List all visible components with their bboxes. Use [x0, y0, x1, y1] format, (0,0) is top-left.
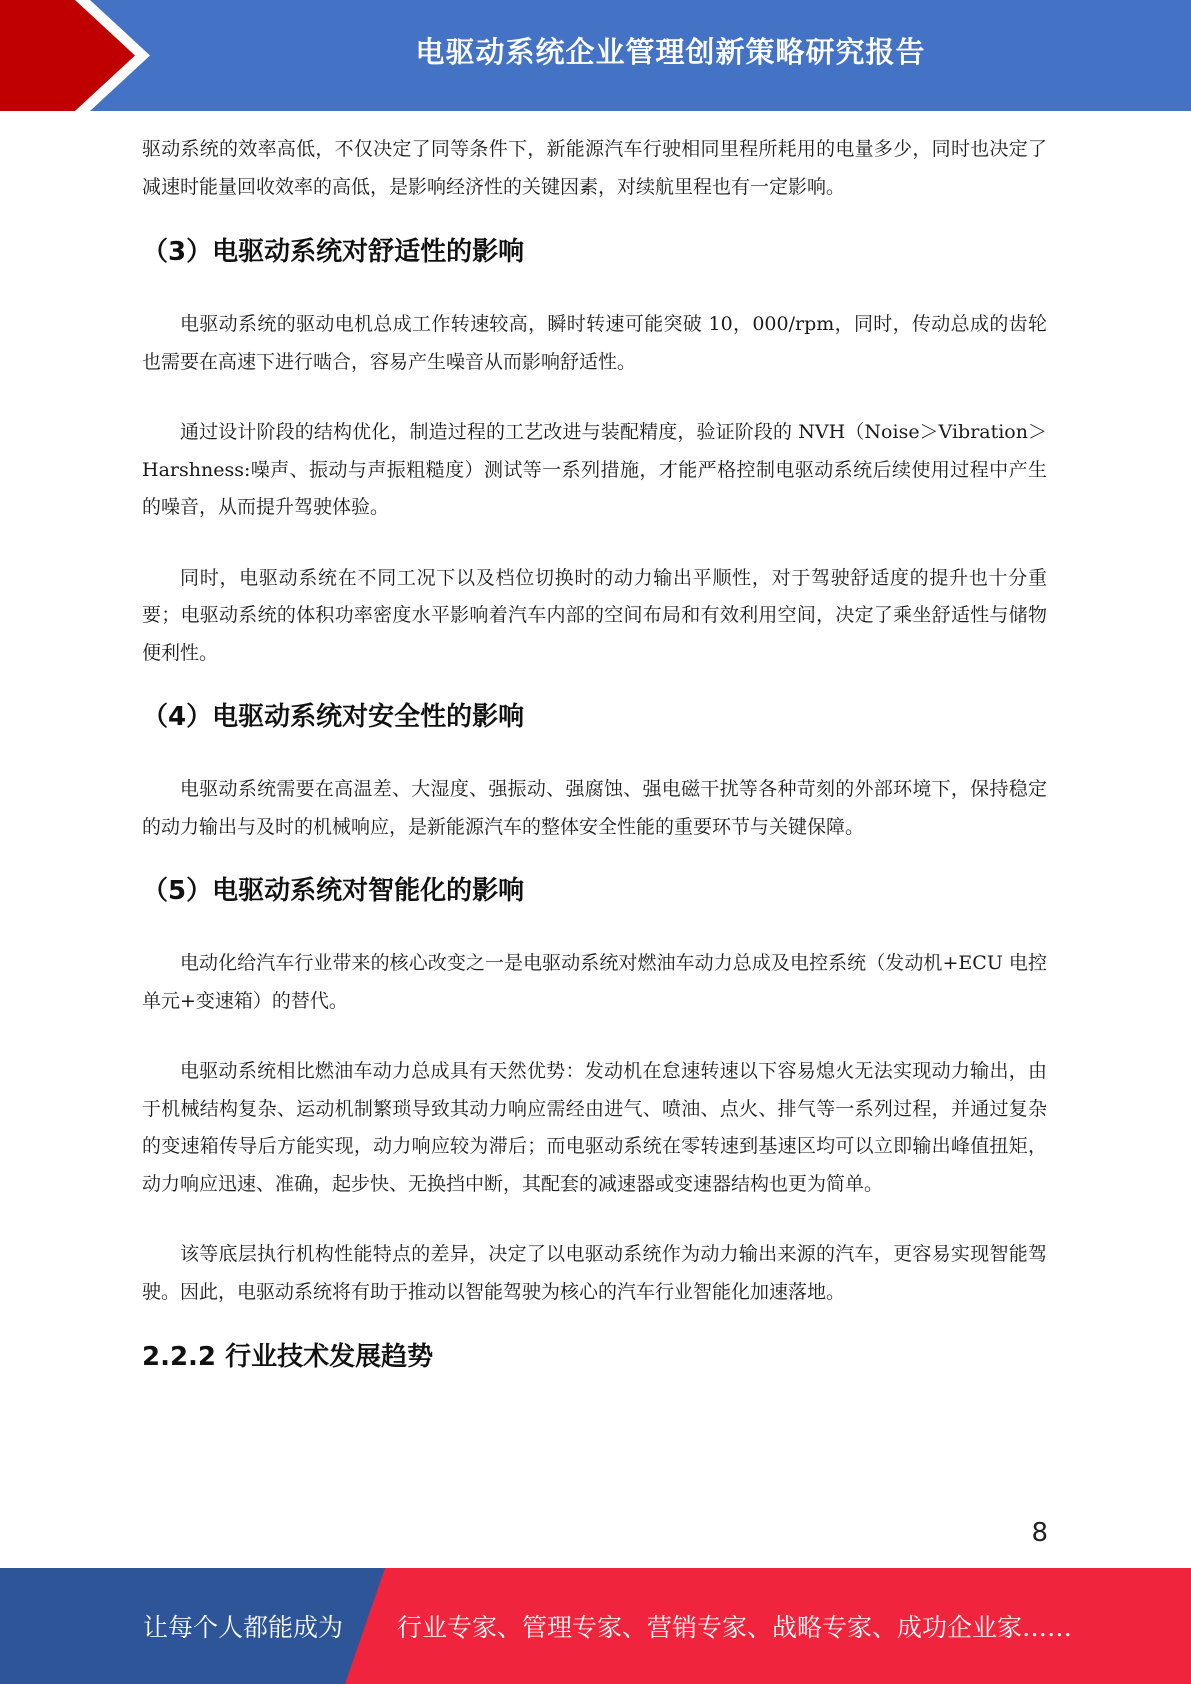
comfort-paragraph-2: 通过设计阶段的结构优化，制造过程的工艺改进与装配精度，验证阶段的 NVH（Noise＞Vibration＞Harshness:噪声、振动与声振粗糙度）测试等一系列措施，才能严格控制电驱动系统后续使用过程中产生的噪音，从而提升驾驶体验。 [142, 421, 1047, 518]
comfort-paragraph-3: 同时，电驱动系统在不同工况下以及档位切换时的动力输出平顺性，对于驾驶舒适度的提升也十分重要；电驱动系统的体积功率密度水平影响着汽车内部的空间布局和有效利用空间，决定了乘坐舒适性与储物便利性。 [142, 566, 1047, 664]
intro-paragraph: 驱动系统的效率高低，不仅决定了同等条件下，新能源汽车行驶相同里程所耗用的电量多少，同时也决定了减速时能量回收效率的高低，是影响经济性的关键因素，对续航里程也有一定影响。 [142, 138, 1047, 198]
intelligence-paragraph-3: 该等底层执行机构性能特点的差异，决定了以电驱动系统作为动力输出来源的汽车，更容易实现智能驾驶。因此，电驱动系统将有助于推动以智能驾驶为核心的汽车行业智能化加速落地。 [142, 1243, 1047, 1303]
comfort-paragraph-1: 电驱动系统的驱动电机总成工作转速较高，瞬时转速可能突破 10，000/rpm，同时，传动总成的齿轮也需要在高速下进行啮合，容易产生噪音从而影响舒适性。 [142, 313, 1047, 373]
page-number: 8 [1031, 1518, 1048, 1548]
footer-slogan-right: 行业专家、管理专家、营销专家、战略专家、成功企业家…… [397, 1613, 1073, 1642]
intelligence-paragraph-2: 电驱动系统相比燃油车动力总成具有天然优势：发动机在怠速转速以下容易熄火无法实现动力输出，由于机械结构复杂、运动机制繁琐导致其动力响应需经由进气、喷油、点火、排气等一系列过程，并通过复杂的变速箱传导后方能实现，动力响应较为滞后；而电驱动系统在零转速到基速区均可以立即输出峰值扭矩，动力响应迅速、准确，起步快、无换挡中断，其配套的减速器或变速器结构也更为简单。 [142, 1060, 1047, 1195]
safety-paragraph: 电驱动系统需要在高温差、大湿度、强振动、强腐蚀、强电磁干扰等各种苛刻的外部环境下，保持稳定的动力输出与及时的机械响应，是新能源汽车的整体安全性能的重要环节与关键保障。 [142, 778, 1047, 838]
footer-slogan-left: 让每个人都能成为 [143, 1613, 344, 1642]
heading-comfort: （3）电驱动系统对舒适性的影响 [142, 237, 525, 267]
page-header [0, 0, 1191, 111]
section-heading-tech-trends: 2.2.2 行业技术发展趋势 [142, 1342, 434, 1372]
heading-intelligence: （5）电驱动系统对智能化的影响 [142, 876, 525, 906]
heading-safety: （4）电驱动系统对安全性的影响 [142, 702, 525, 732]
report-title: 电驱动系统企业管理创新策略研究报告 [415, 34, 926, 69]
intelligence-paragraph-1: 电动化给汽车行业带来的核心改变之一是电驱动系统对燃油车动力总成及电控系统（发动机+ECU 电控单元+变速箱）的替代。 [142, 952, 1047, 1012]
page-footer [0, 1568, 1191, 1684]
page-content [142, 131, 1047, 1376]
